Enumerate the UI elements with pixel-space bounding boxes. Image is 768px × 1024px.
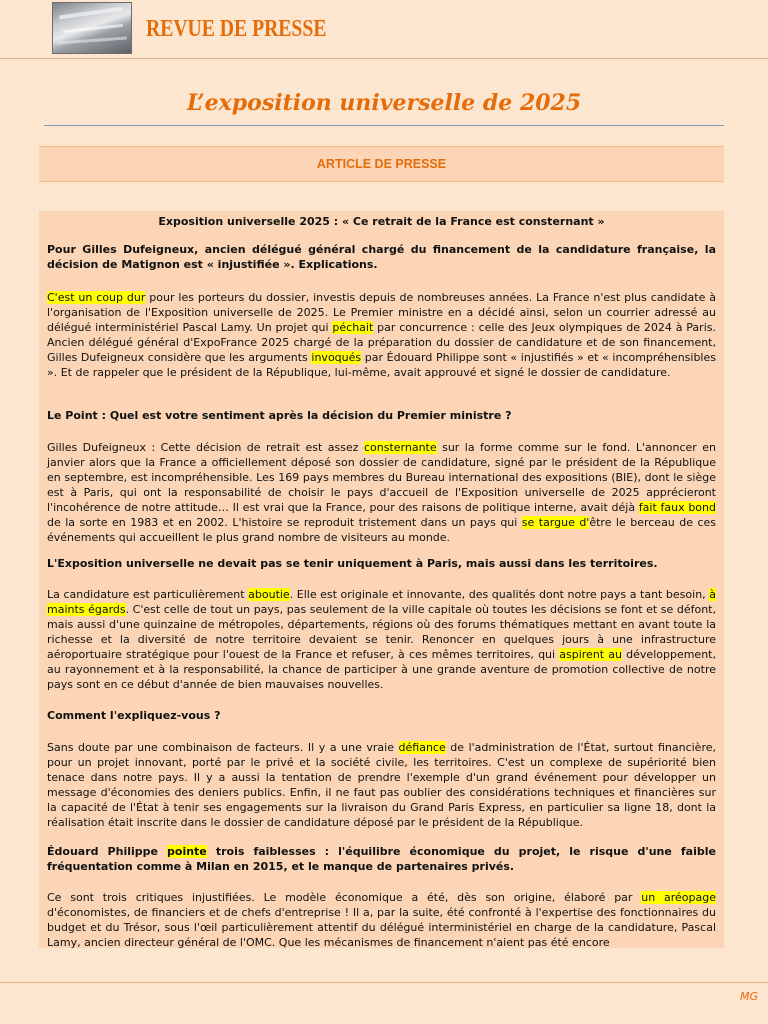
question-2: L'Exposition universelle ne devait pas se tenir uniquement à Paris, mais aussi dans les territoires. [47,557,658,570]
question-4: Édouard Philippe pointe trois faiblesses : l'équilibre économique du projet, le risque d'une faible fréquentation comme à Milan en 2015, et le manque de partenaires privés. [47,845,716,873]
question-3: Comment l'expliquez-vous ? [47,709,221,722]
highlight: C'est un coup dur [47,291,146,304]
question-1: Le Point : Quel est votre sentiment après la décision du Premier ministre ? [47,409,512,422]
section-label: ARTICLE DE PRESSE [316,157,447,171]
footer-divider [0,982,768,983]
newspaper-logo-image [52,2,132,54]
header-title: REVUE DE PRESSE [146,16,327,42]
highlight: un aréopage [641,891,716,904]
highlight: péchait [332,321,374,334]
section-banner [39,146,724,182]
answer-3: Sans doute par une combinaison de facteurs. Il y a une vraie défiance de l'administration de l'État, surtout financière, pour un projet innovant, porté par le privé et la société civile, les territoires. C'est un complexe de supériorité bien tenace dans notre pays. Il y a aussi la tentation de prendre l'exemple d'un grand événement pour développer un message d'économies des deniers publics. Enfin, il ne faut pas oublier des considérations techniques et financières sur la capacité de l'État à tenir ses engagements sur la livraison du Grand Paris Express, en particulier sa ligne 18, dont la réalisation était inscrite dans le dossier de candidature déposé par le président de la République. [47,741,716,829]
highlight: pointe [167,845,207,858]
article-lead: Pour Gilles Dufeigneux, ancien délégué général chargé du financement de la candidature française, la décision de Matignon est « injustifiée ». Explications. [47,243,716,271]
article-body [39,211,724,948]
article-headline: Exposition universelle 2025 : « Ce retrait de la France est consternant » [158,215,605,228]
page-header [0,0,768,59]
answer-2: La candidature est particulièrement aboutie. Elle est originale et innovante, des qualités dont notre pays a tant besoin, à maints égards. C'est celle de tout un pays, pas seulement de la ville capitale où toutes les décisions se font et se défont, mais aussi d'une quinzaine de métropoles, départements, régions où des forums thématiques mettant en avant toute la richesse et la diversité de notre territoire devaient se tenir. Renoncer en quelques jours à une infrastructure aéroportuaire stratégique pour l'ouest de la France et refuser, à ces mêmes territoires, qui aspirent au développement, au rayonnement et à la responsabilité, la chance de participer à une grande aventure de promotion collective de notre pays sont en ce début d'année de bien mauvaises nouvelles. [47,588,716,691]
highlight: se targue d' [521,516,590,529]
highlight: consternante [363,441,437,454]
highlight: invoqués [311,351,362,364]
answer-4: Ce sont trois critiques injustifiées. Le modèle économique a été, dès son origine, élaboré par un aréopage d'économistes, de financiers et de chefs d'entreprise ! Il a, par la suite, été confronté à l'expertise des fonctionnaires du budget et du Trésor, sous l'œil particulièrement attentif du délégué interministériel en charge de la candidature, Pascal Lamy, ancien directeur général de l'OMC. Que les mécanismes de financement n'aient pas été encore [47,891,716,948]
title-divider [44,125,724,126]
article-paragraph-1: C'est un coup dur pour les porteurs du dossier, investis depuis de nombreuses années. La France n'est plus candidate à l'organisation de l'Exposition universelle de 2025. Le Premier ministre en a décidé ainsi, selon un courrier adressé au délégué interministériel Pascal Lamy. Un projet qui péchait par concurrence : celle des Jeux olympiques de 2024 à Paris. Ancien délégué général d'ExpoFrance 2025 chargé de la préparation du dossier de candidature et de son financement, Gilles Dufeigneux considère que les arguments invoqués par Édouard Philippe sont « injustifiés » et « incompréhensibles ». Et de rappeler que le président de la République, lui-même, avait approuvé et signé le dossier de candidature. [47,291,716,379]
footer-initials: MG [739,990,758,1003]
highlight: aboutie [248,588,290,601]
highlight: aspirent au [559,648,622,661]
document-title: L’exposition universelle de 2025 [186,90,582,116]
highlight: défiance [398,741,446,754]
highlight: fait faux bond [638,501,716,514]
highlight: à maints égards [47,588,716,616]
answer-1: Gilles Dufeigneux : Cette décision de retrait est assez consternante sur la forme comme sur le fond. L'annoncer en janvier alors que la France a officiellement déposé son dossier de candidature, signé par le président de la République en septembre, est incompréhensible. Les 169 pays membres du Bureau international des expositions (BIE), dont le siège est à Paris, qui ont la responsabilité de choisir le pays d'accueil de l'Exposition universelle de 2025 apprécieront l'incohérence de notre attitude… Il est vrai que la France, pour des raisons de politique interne, avait déjà fait faux bond de la sorte en 1983 et en 2002. L'histoire se reproduit tristement dans un pays qui se targue d'être le berceau de ces événements qui accueillent le plus grand nombre de visiteurs au monde. [47,441,717,544]
